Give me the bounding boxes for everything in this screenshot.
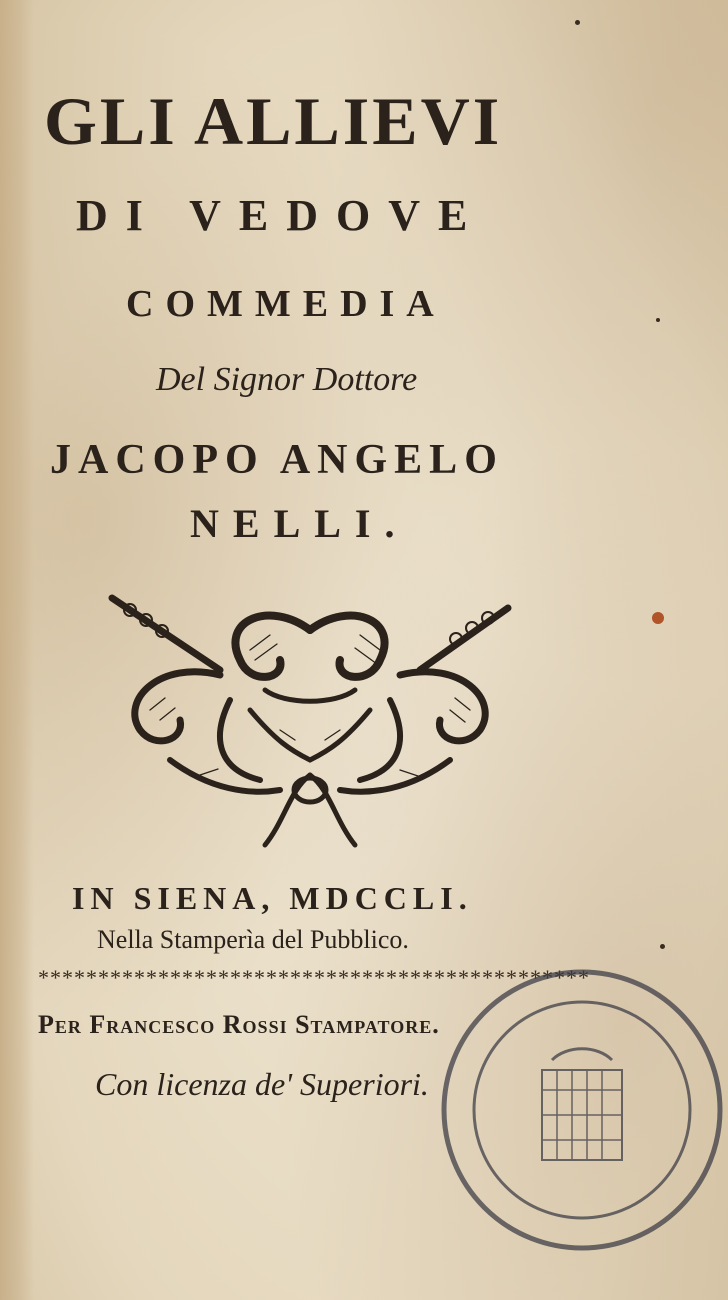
ink-spot <box>575 20 580 25</box>
license-line: Con licenza de' Superiori. <box>95 1066 429 1102</box>
imprint-press: Nella Stamperìa del Pubblico. <box>97 925 409 954</box>
foxing-spot <box>652 612 664 624</box>
imprint-place-date: IN SIENA, MDCCLI. <box>72 880 473 916</box>
star-separator: ********************************************** <box>38 965 590 990</box>
printer-line: Per Francesco Rossi Stampatore. <box>38 1010 440 1039</box>
author-name-line-2: NELLI. <box>190 501 409 546</box>
page-edge-stain <box>0 0 34 1300</box>
title-line-1: GLI ALLIEVI <box>44 83 503 159</box>
title-line-2: DI VEDOVE <box>76 191 486 240</box>
woodcut-ornament <box>100 590 520 860</box>
genre-label: COMMEDIA <box>126 283 446 325</box>
author-prefix: Del Signor Dottore <box>156 361 418 398</box>
ink-spot <box>656 318 660 322</box>
library-stamp <box>432 960 728 1260</box>
author-name-line-1: JACOPO ANGELO <box>50 437 504 483</box>
ink-spot <box>660 944 665 949</box>
